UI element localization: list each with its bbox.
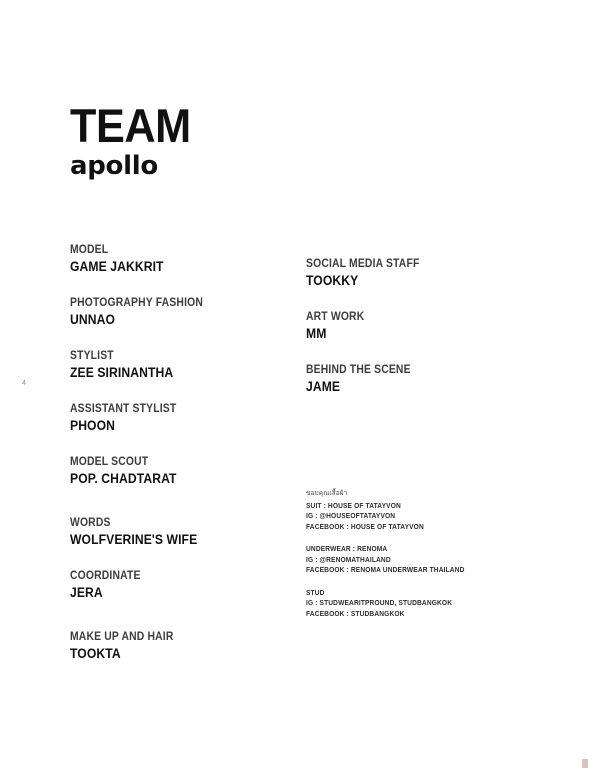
credit-role: BEHIND THE SCENE <box>306 364 411 376</box>
credit-name: TOOKTA <box>70 646 121 661</box>
thanks-line: SUIT : HOUSE OF TATAYVON <box>306 501 401 510</box>
title-block <box>70 99 201 181</box>
credit-entry <box>70 244 285 274</box>
corner-mark <box>582 759 588 768</box>
credit-role: SOCIAL MEDIA STAFF <box>306 258 420 270</box>
thanks-line: FACEBOOK : STUDBANGKOK <box>306 608 405 618</box>
credit-role: MAKE UP AND HAIR <box>70 631 174 643</box>
thanks-line: IG : @RENOMATHAILAND <box>306 554 391 564</box>
credit-entry <box>70 631 285 661</box>
credit-entry <box>70 517 285 547</box>
page-subtitle: apollo <box>70 150 158 181</box>
credit-name: JAME <box>306 379 341 394</box>
credit-entry <box>306 364 506 394</box>
credit-name: TOOKKY <box>306 273 359 288</box>
thanks-line: FACEBOOK : RENOMA UNDERWEAR THAILAND <box>306 565 465 575</box>
thanks-line: STUD <box>306 587 325 597</box>
thanks-group-underwear <box>306 544 536 575</box>
wardrobe-thanks-block <box>306 488 536 619</box>
credit-role: ART WORK <box>306 311 365 323</box>
credit-entry <box>70 403 285 433</box>
credit-role: COORDINATE <box>70 570 141 582</box>
page-number: 4 <box>22 380 26 387</box>
credit-entry <box>306 258 506 288</box>
credit-role: ASSISTANT STYLIST <box>70 403 177 415</box>
credit-entry <box>70 297 285 327</box>
thanks-header: ขอบคุณเสื้อผ้า <box>306 489 348 497</box>
credit-name: POP. CHADTARAT <box>70 471 177 486</box>
credit-name: JERA <box>70 585 103 600</box>
credit-role: MODEL <box>70 244 109 256</box>
credit-role: PHOTOGRAPHY FASHION <box>70 297 204 309</box>
page-title: TEAM <box>70 99 191 152</box>
credit-role: MODEL SCOUT <box>70 456 149 468</box>
thanks-line: IG : STUDWEARITPROUND, STUDBANGKOK <box>306 598 453 608</box>
credits-column-right <box>306 258 506 394</box>
thanks-group-suit <box>306 501 536 532</box>
credit-name: WOLFVERINE'S WIFE <box>70 532 198 547</box>
credit-name: UNNAO <box>70 312 115 327</box>
credit-role: STYLIST <box>70 350 114 362</box>
credit-name: PHOON <box>70 418 116 433</box>
thanks-group-stud <box>306 588 536 619</box>
thanks-line: UNDERWEAR : RENOMA <box>306 544 388 554</box>
credit-name: ZEE SIRINANTHA <box>70 365 174 380</box>
credit-entry <box>70 350 285 380</box>
credit-entry <box>70 570 285 600</box>
credit-entry <box>306 311 506 341</box>
credits-column-left <box>70 244 285 661</box>
thanks-line: IG : @HOUSEOFTATAYVON <box>306 511 396 521</box>
thanks-line: FACEBOOK : HOUSE OF TATAYVON <box>306 521 424 531</box>
credit-name: GAME JAKKRIT <box>70 259 164 274</box>
credit-role: WORDS <box>70 517 111 529</box>
credit-name: MM <box>306 326 327 341</box>
credit-entry <box>70 456 285 486</box>
